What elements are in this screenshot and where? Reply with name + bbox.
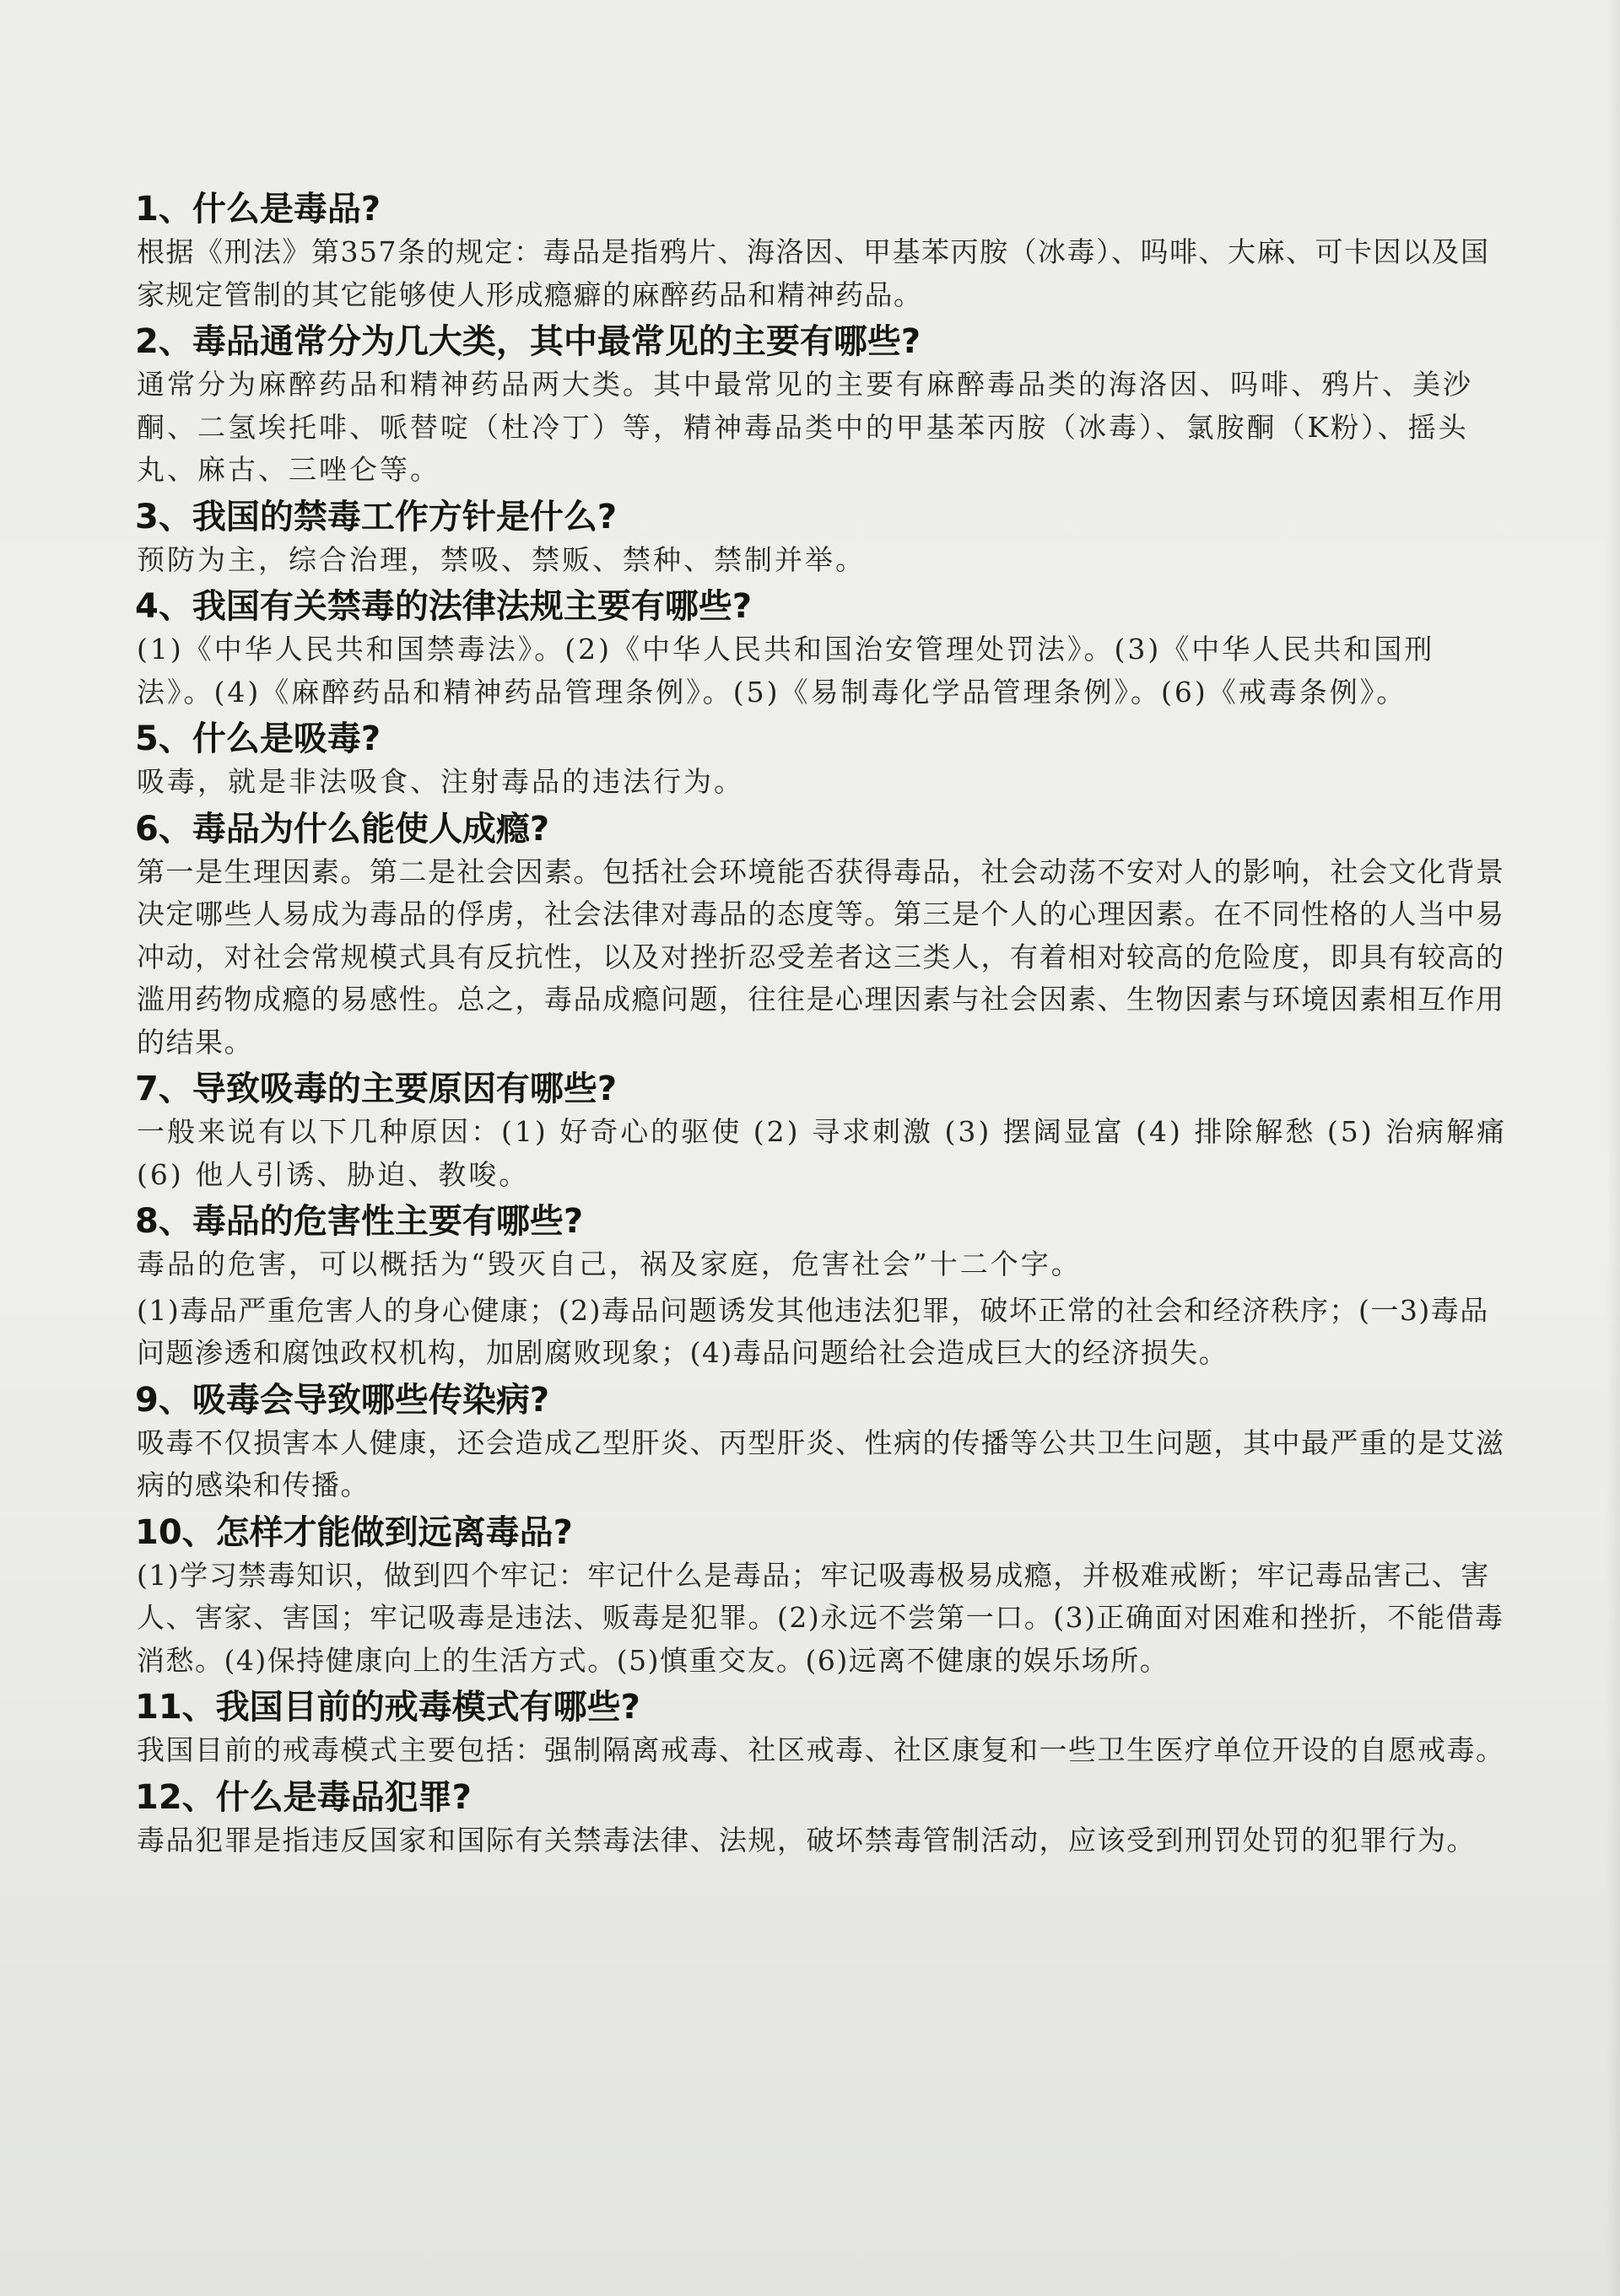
qa-item-10 bbox=[118, 1511, 1510, 1683]
answer-paragraph: 通常分为麻醉药品和精神药品两大类。其中最常见的主要有麻醉毒品类的海洛因、吗啡、鸦片、美沙酮、二氢埃托啡、哌替啶（杜冷丁）等，精神毒品类中的甲基苯丙胺（冰毒）、氯胺酮（K粉）、摇头丸、麻古、三唑仑等。 bbox=[137, 368, 1473, 486]
answer-paragraph: 吸毒，就是非法吸食、注射毒品的违法行为。 bbox=[137, 765, 744, 798]
qa-item-8 bbox=[118, 1199, 1510, 1375]
question-heading: 2、毒品通常分为几大类，其中最常见的主要有哪些? bbox=[135, 322, 921, 361]
qa-item-3 bbox=[118, 495, 1510, 582]
question-heading: 5、什么是吸毒? bbox=[135, 720, 381, 758]
qa-list bbox=[118, 187, 1510, 1865]
qa-item-11 bbox=[118, 1685, 1510, 1772]
answer-paragraph: 预防为主，综合治理，禁吸、禁贩、禁种、禁制并举。 bbox=[137, 542, 866, 576]
answer-paragraph: (1)《中华人民共和国禁毒法》。(2)《中华人民共和国治安管理处罚法》。(3)《中华人民共和国刑法》。(4)《麻醉药品和精神药品管理条例》。(5)《易制毒化学品管理条例》。(6)《戒毒条例》。 bbox=[137, 633, 1435, 709]
answer-paragraph: (1)毒品严重危害人的身心健康；(2)毒品问题诱发其他违法犯罪，破坏正常的社会和经济秩序；(一3)毒品问题渗透和腐蚀政权机构，加剧腐败现象；(4)毒品问题给社会造成巨大的经济损失。 bbox=[137, 1293, 1489, 1369]
answer-paragraph: 毒品犯罪是指违反国家和国际有关禁毒法律、法规，破坏禁毒管制活动，应该受到刑罚处罚的犯罪行为。 bbox=[137, 1823, 1476, 1857]
answer-paragraph: (1)学习禁毒知识，做到四个牢记：牢记什么是毒品；牢记吸毒极易成瘾，并极难戒断；牢记毒品害己、害人、害家、害国；牢记吸毒是违法、贩毒是犯罪。(2)永远不尝第一口。(3)正确面对困难和挫折，不能借毒消愁。(4)保持健康向上的生活方式。(5)慎重交友。(6)远离不健康的娱乐场所。 bbox=[137, 1558, 1504, 1677]
question-heading: 9、吸毒会导致哪些传染病? bbox=[135, 1380, 550, 1420]
question-heading: 1、什么是毒品? bbox=[135, 190, 381, 229]
question-heading: 3、我国的禁毒工作方针是什么? bbox=[135, 497, 618, 536]
answer-paragraph: 一般来说有以下几种原因：(1) 好奇心的驱使 (2) 寻求刺激 (3) 摆阔显富 (4) 排除解愁 (5) 治病解痛 (6) 他人引诱、胁迫、教唆。 bbox=[137, 1115, 1508, 1191]
question-heading: 11、我国目前的戒毒模式有哪些? bbox=[135, 1688, 640, 1727]
qa-item-1 bbox=[118, 187, 1510, 316]
page-edge-shadow bbox=[1606, 0, 1620, 2296]
answer-paragraph: 吸毒不仅损害本人健康，还会造成乙型肝炎、丙型肝炎、性病的传播等公共卫生问题，其中最严重的是艾滋病的感染和传播。 bbox=[137, 1426, 1505, 1501]
answer-paragraph: 根据《刑法》第357条的规定：毒品是指鸦片、海洛因、甲基苯丙胺（冰毒）、吗啡、大麻、可卡因以及国家规定管制的其它能够使人形成瘾癖的麻醉药品和精神药品。 bbox=[137, 235, 1490, 311]
question-heading: 10、怎样才能做到远离毒品? bbox=[135, 1512, 573, 1552]
answer-paragraph: 第一是生理因素。第二是社会因素。包括社会环境能否获得毒品，社会动荡不安对人的影响，社会文化背景决定哪些人易成为毒品的俘虏，社会法律对毒品的态度等。第三是个人的心理因素。在不同性格的人当中易冲动，对社会常规模式具有反抗性，以及对挫折忍受差者这三类人，有着相对较高的危险度，即具有较高的滥用药物成瘾的易感性。总之，毒品成瘾问题，往往是心理因素与社会因素、生物因素与环境因素相互作用的结果。 bbox=[137, 854, 1505, 1059]
question-heading: 4、我国有关禁毒的法律法规主要有哪些? bbox=[135, 587, 753, 626]
qa-item-4 bbox=[118, 585, 1510, 714]
qa-item-9 bbox=[118, 1378, 1510, 1507]
question-heading: 7、导致吸毒的主要原因有哪些? bbox=[135, 1070, 618, 1108]
question-heading: 12、什么是毒品犯罪? bbox=[135, 1777, 472, 1817]
qa-item-2 bbox=[118, 320, 1510, 492]
answer-paragraph: 我国目前的戒毒模式主要包括：强制隔离戒毒、社区戒毒、社区康复和一些卫生医疗单位开设的自愿戒毒。 bbox=[137, 1733, 1505, 1766]
question-heading: 6、毒品为什么能使人成瘾? bbox=[135, 809, 550, 849]
qa-item-12 bbox=[118, 1776, 1510, 1862]
qa-item-7 bbox=[118, 1067, 1510, 1196]
qa-item-5 bbox=[118, 717, 1510, 804]
answer-paragraph: 毒品的危害，可以概括为“毁灭自己，祸及家庭，危害社会”十二个字。 bbox=[137, 1248, 1082, 1280]
qa-item-6 bbox=[118, 807, 1510, 1064]
question-heading: 8、毒品的危害性主要有哪些? bbox=[135, 1202, 584, 1241]
